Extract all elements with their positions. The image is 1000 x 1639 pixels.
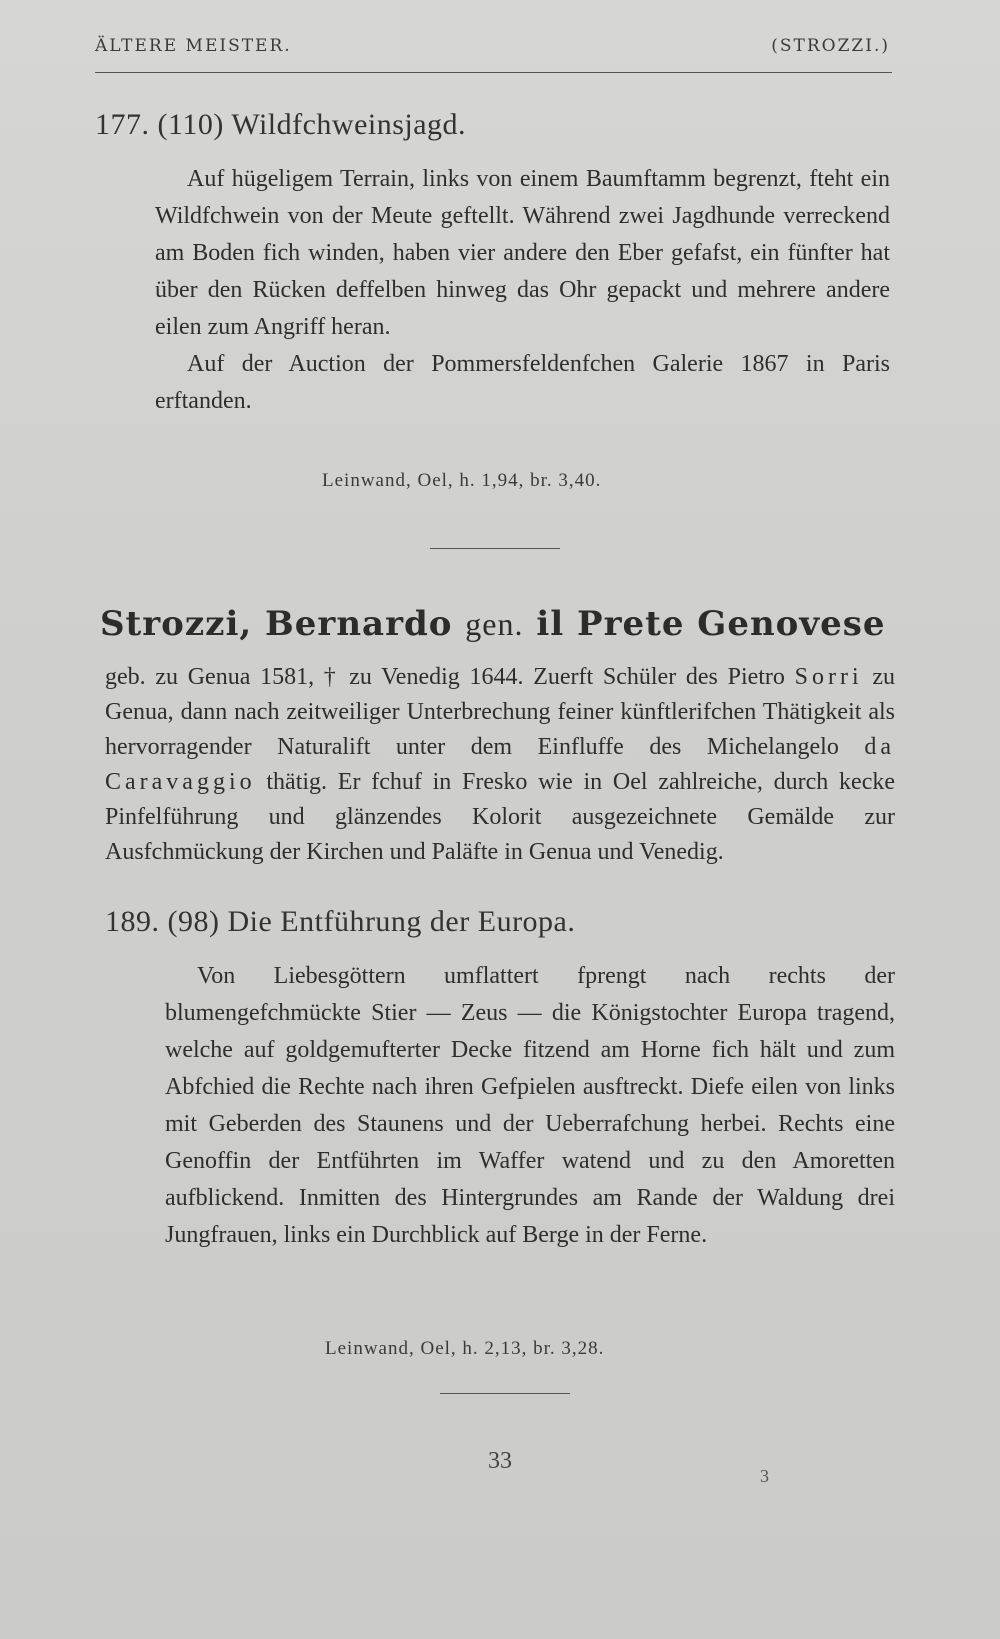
- entry-177-medium-dimensions: Leinwand, Oel, h. 1,94, br. 3,40.: [322, 470, 602, 491]
- entry-189-medium-dimensions: Leinwand, Oel, h. 2,13, br. 3,28.: [325, 1338, 605, 1359]
- section-separator: [430, 548, 560, 549]
- artist-heading: [100, 604, 886, 644]
- header-right: (STROZZI.): [771, 36, 890, 56]
- artist-alias: il Prete Genovese: [536, 604, 886, 644]
- artist-gen: gen.: [465, 606, 524, 642]
- header-rule: [95, 72, 892, 73]
- section-separator-2: [440, 1393, 570, 1394]
- entry-177-title: 177. (110) Wildfchweinsjagd.: [95, 108, 467, 141]
- bio-text-2: zu Genua, dann nach zeitweiliger Unterbrechung feiner künftlerifchen Thätigkeit als hervorragender Naturalift unter dem Einfluffe des Michelangelo: [105, 664, 896, 760]
- running-header: [95, 28, 890, 56]
- artist-name: Strozzi, Bernardo: [100, 604, 453, 644]
- artist-biography: [105, 660, 895, 870]
- entry-189-paragraph-1: Von Liebesgöttern umflattert fprengt nach rechts der blumengefchmückte Stier — Zeus — die Königstochter Europa tragend, welche auf goldgemufterter Decke fitzend am Horne fich hält und zum Abfchied die Rechte nach ihren Gefpielen ausftreckt. Diefe eilen von links mit Geberden des Staunens und der Ueberrafchung herbei. Rechts eine Genoffin der Entführten im Waffer watend und zu den Amoretten aufblickend. Inmitten des Hintergrundes am Rande der Waldung drei Jungfrauen, links ein Durchblick auf Berge in der Ferne.: [165, 963, 895, 1248]
- entry-177-paragraph-2: Auf der Auction der Pommersfeldenfchen Galerie 1867 in Paris erftanden.: [155, 351, 890, 414]
- entry-189-title: 189. (98) Die Entführung der Europa.: [105, 905, 576, 938]
- bio-name-sorri: Sorri: [794, 664, 863, 690]
- header-left: ÄLTERE MEISTER.: [95, 36, 292, 56]
- page-number: 33: [488, 1448, 512, 1474]
- entry-177-description: [155, 161, 890, 420]
- bio-text-1: geb. zu Genua 1581, † zu Venedig 1644. Zuerft Schüler des Pietro: [105, 664, 785, 690]
- bio-name-caravaggio: da Caravaggio: [105, 734, 896, 795]
- entry-189-description: [165, 958, 895, 1254]
- entry-177-paragraph-1: Auf hügeligem Terrain, links von einem Baumftamm begrenzt, fteht ein Wildfchwein von der Meute geftellt. Während zwei Jagdhunde verreckend am Boden fich winden, haben vier andere den Eber gefafst, ein fünfter hat über den Rücken deffelben hinweg das Ohr gepackt und mehrere andere eilen zum Angriff heran.: [155, 166, 890, 340]
- signature-mark: 3: [760, 1466, 769, 1486]
- bio-text-3: thätig. Er fchuf in Fresko wie in Oel zahlreiche, durch kecke Pinfelführung und glänzendes Kolorit ausgezeichnete Gemälde zur Ausfchmückung der Kirchen und Paläfte in Genua und Venedig.: [105, 769, 896, 865]
